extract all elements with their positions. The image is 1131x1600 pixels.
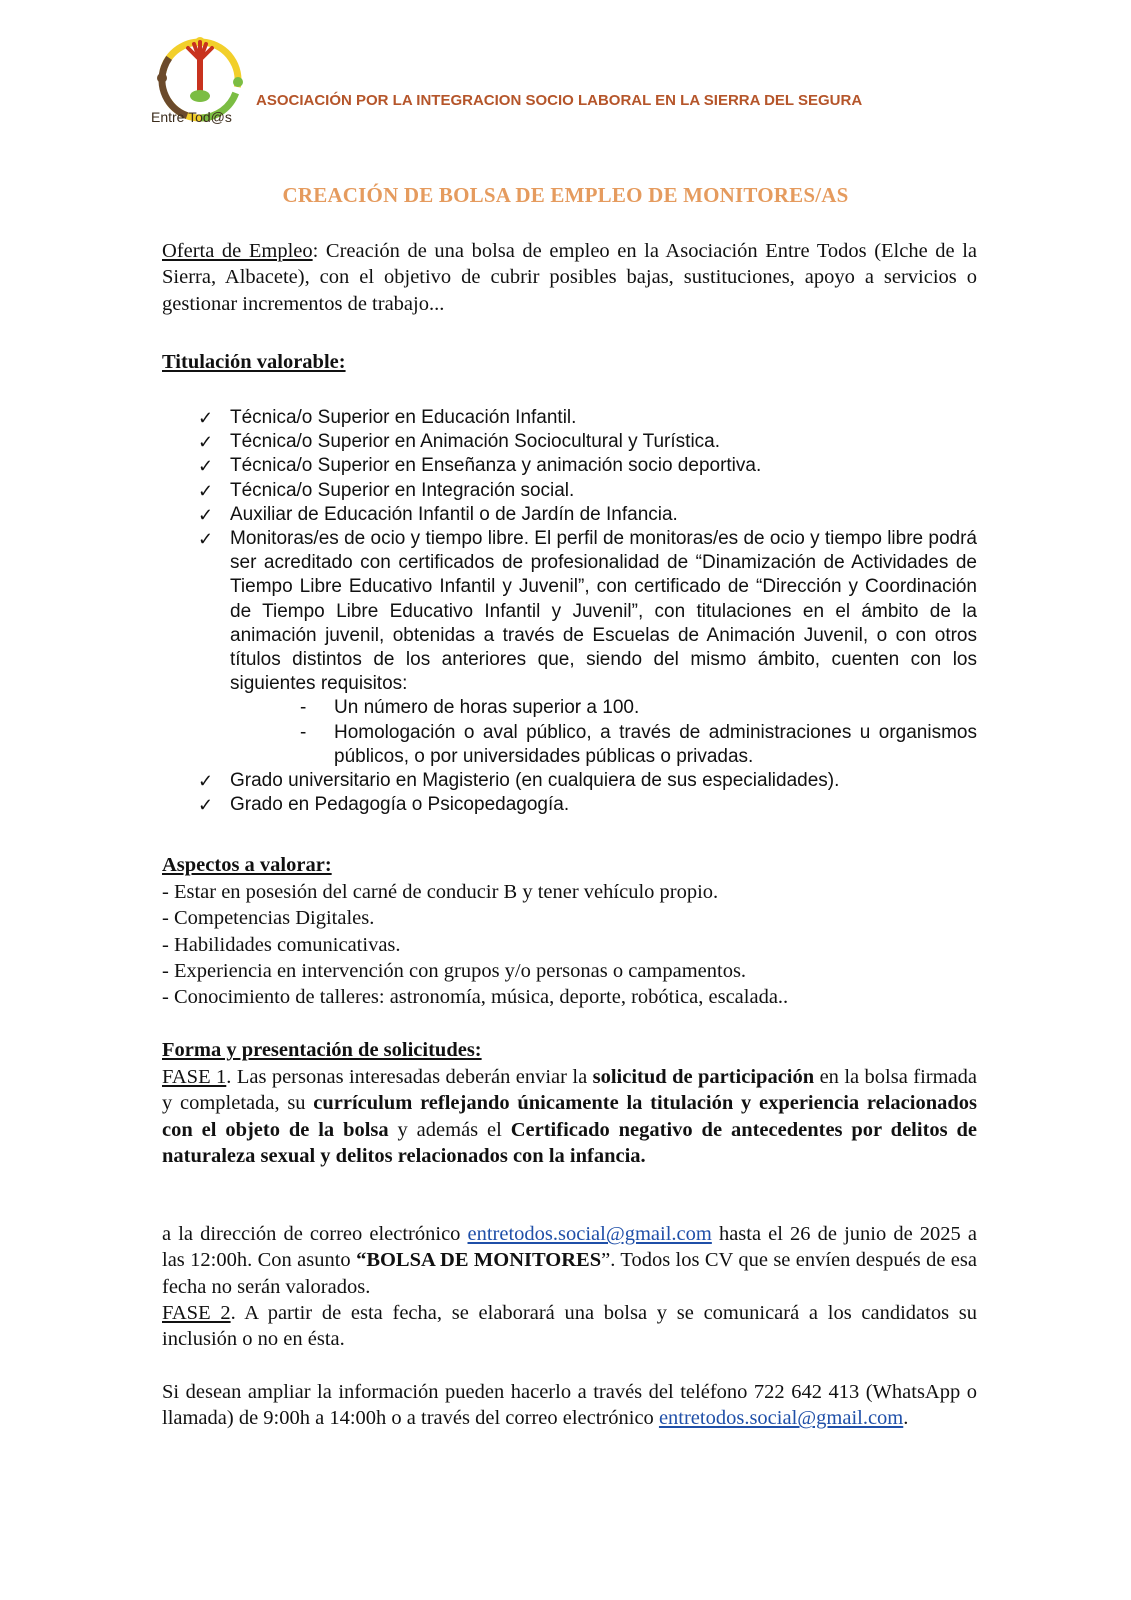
check-icon: ✓ [198,795,214,816]
fase1-label: FASE 1 [162,1066,227,1088]
fase2-paragraph: FASE 2. A partir de esta fecha, se elaborará una bolsa y se comunicará a los candidatos su inclusión o no en ésta. [162,1302,978,1351]
requisito-item: - Homologación o aval público, a través de administraciones u organismos públicos, o por universidades públicas o privadas. [300,721,977,767]
titulacion-item: ✓ Grado en Pedagogía o Psicopedagogía. [198,793,977,817]
aspectos-heading: Aspectos a valorar: [162,854,332,876]
email-link[interactable]: entretodos.social@gmail.com [467,1223,712,1245]
titulacion-list [198,406,977,817]
aspecto-item: - Experiencia en intervención con grupos y/o personas o campamentos. [162,959,747,982]
dash-bullet: - [300,721,307,743]
organization-name: ASOCIACIÓN POR LA INTEGRACION SOCIO LABORAL EN LA SIERRA DEL SEGURA [256,92,863,109]
check-icon: ✓ [198,456,214,477]
aspecto-item: - Competencias Digitales. [162,907,375,930]
check-icon: ✓ [198,432,214,453]
fase1-paragraph: FASE 1. Las personas interesadas deberán enviar la solicitud de participación en la bolsa firmada y completada, su currículum reflejando únicamente la titulación y experiencia relacionados con el objeto de la bolsa y además el Certificado negativo de antecedentes por delitos de naturaleza sexual y delitos relacionados con la infancia. [162,1066,978,1167]
titulacion-item: ✓ Auxiliar de Educación Infantil o de Jardín de Infancia. [198,503,977,527]
titulacion-item: ✓ Técnica/o Superior en Integración social. [198,479,977,503]
check-icon: ✓ [198,529,214,550]
forma-heading: Forma y presentación de solicitudes: [162,1039,482,1061]
email-link[interactable]: entretodos.social@gmail.com [658,1407,904,1430]
check-icon: ✓ [198,771,214,792]
logo-text: Entre Tod@s [151,109,232,125]
aspecto-item: - Estar en posesión del carné de conducir B y tener vehículo propio. [162,881,719,903]
document-title: CREACIÓN DE BOLSA DE EMPLEO DE MONITORES/AS [282,183,849,207]
check-icon: ✓ [198,480,214,501]
check-icon: ✓ [198,408,214,428]
offer-label: Oferta de Empleo [162,240,313,262]
titulacion-item: ✓ Técnica/o Superior en Educación Infantil. [198,406,977,430]
envio-paragraph: a la dirección de correo electrónico entretodos.social@gmail.com hasta el 26 de junio de 2025 a las 12:00h. Con asunto “BOLSA DE MONITORES”. Todos los CV que se envíen después de esa fecha no serán valorados. [162,1223,977,1298]
titulacion-item: ✓ Técnica/o Superior en Enseñanza y animación socio deportiva. [198,454,977,478]
aspecto-item: - Habilidades comunicativas. [162,933,401,956]
fase2-label: FASE 2 [162,1302,231,1324]
requisito-item: - Un número de horas superior a 100. [300,696,977,720]
offer-paragraph [162,238,977,317]
titulacion-heading: Titulación valorable: [162,351,346,373]
aspectos-list [162,879,977,1010]
aspecto-item: - Conocimiento de talleres: astronomía, música, deporte, robótica, escalada.. [162,986,789,1009]
asunto-text: “BOLSA DE MONITORES [356,1249,602,1272]
dash-bullet: - [300,697,307,719]
titulacion-item: ✓ Monitoras/es de ocio y tiempo libre. El perfil de monitoras/es de ocio y tiempo libre podrá ser acreditado con certificados de profesionalidad de “Dinamización de Actividades de Tiempo Libre Educativo Infantil y Juvenil”, con certificado de “Dirección y Coordinación de Tiempo Libre Educativo Infantil y Juvenil”, con titulaciones en el ámbito de la animación juvenil, obtenidas a través de Escuelas de Animación Juvenil, o con otros títulos distintos de los anteriores que, siendo del mismo ámbito, cuenten con los siguientes requisitos: - Un número de horas superior a 100. - Homologación o aval público, a través de administraciones u organismos públicos, o por universidades públicas o privadas. [198,527,977,769]
titulacion-item: ✓ Técnica/o Superior en Animación Sociocultural y Turística. [198,430,977,454]
titulacion-item: ✓ Grado universitario en Magisterio (en cualquiera de sus especialidades). [198,769,977,793]
check-icon: ✓ [198,504,214,525]
info-paragraph: Si desean ampliar la información pueden hacerlo a través del teléfono 722 642 413 (WhatsApp o llamada) de 9:00h a 14:00h o a través del correo electrónico entretodos.social@gmail.com. [162,1381,977,1430]
requisitos-list [230,696,977,769]
offer-text: : Creación de una bolsa de empleo en la Asociación Entre Todos (Elche de la Sierra, Albacete), con el objetivo de cubrir posibles bajas, sustituciones, apoyo a servicios o gestionar incrementos de trabajo... [162,240,977,315]
